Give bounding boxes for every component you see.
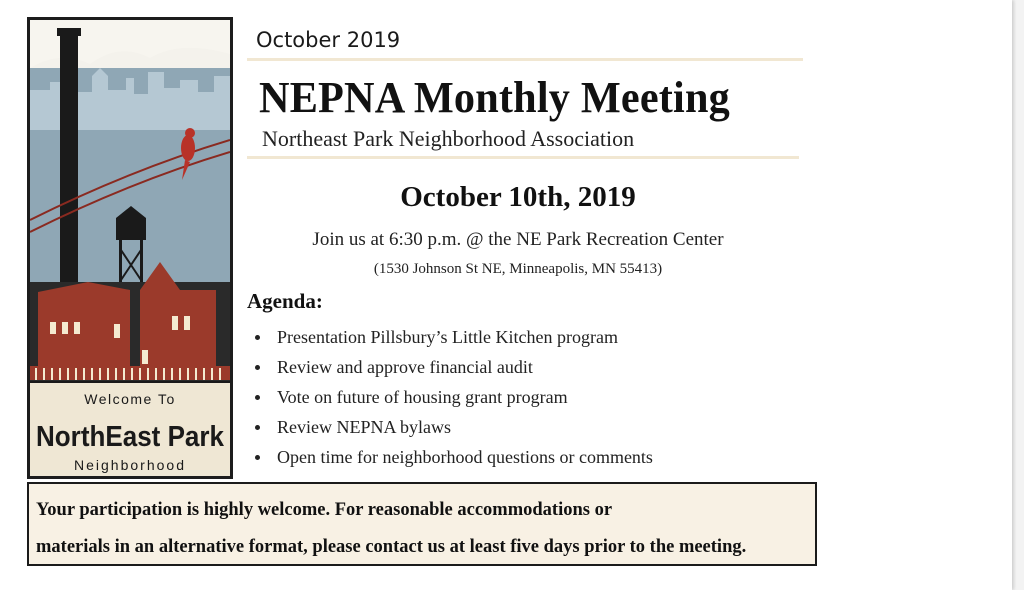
agenda-list	[247, 322, 653, 472]
agenda-item-text: Review and approve financial audit	[277, 357, 533, 377]
agenda-item-text: Vote on future of housing grant program	[277, 387, 568, 407]
logo-welcome-text: Welcome To	[84, 391, 176, 407]
agenda-item-text: Review NEPNA bylaws	[277, 417, 451, 437]
month-label: October 2019	[256, 28, 401, 52]
agenda-item-text: Open time for neighborhood questions or comments	[277, 447, 653, 467]
logo-neighborhood-text: Neighborhood	[74, 457, 186, 473]
page-subtitle: Northeast Park Neighborhood Association	[262, 126, 635, 151]
accommodation-notice	[27, 482, 817, 566]
bullet-icon	[255, 395, 260, 400]
bullet-icon	[255, 335, 260, 340]
agenda-item	[247, 322, 653, 352]
page-title: NEPNA Monthly Meeting	[259, 73, 730, 122]
bullet-icon	[255, 365, 260, 370]
meeting-time-location: Join us at 6:30 p.m. @ the NE Park Recreation Center	[312, 229, 724, 250]
meeting-address: (1530 Johnson St NE, Minneapolis, MN 55413)	[373, 261, 663, 277]
agenda-item	[247, 382, 653, 412]
logo-name-text: NorthEast Park	[36, 421, 225, 453]
notice-line-1: Your participation is highly welcome. For reasonable accommodations or	[36, 500, 613, 520]
title-divider	[247, 156, 799, 159]
agenda-item-text: Presentation Pillsbury’s Little Kitchen program	[277, 327, 618, 347]
agenda-item	[247, 412, 653, 442]
agenda-heading: Agenda:	[247, 289, 323, 313]
meeting-date: October 10th, 2019	[400, 181, 636, 213]
bullet-icon	[255, 425, 260, 430]
agenda-item	[247, 442, 653, 472]
bullet-icon	[255, 455, 260, 460]
notice-line-2: materials in an alternative format, please contact us at least five days prior to the meeting.	[36, 537, 747, 557]
top-divider	[247, 58, 803, 61]
agenda-item	[247, 352, 653, 382]
